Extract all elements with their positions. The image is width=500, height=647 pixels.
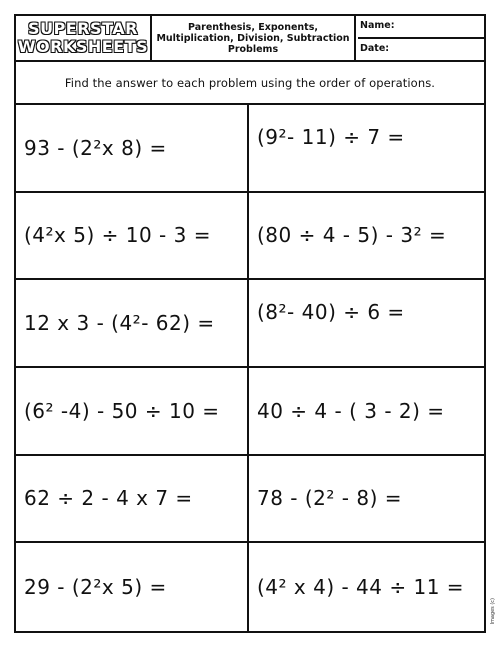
logo-line-1: SUPERSTAR: [28, 19, 138, 38]
problem-5[interactable]: 12 x 3 - (4²- 62) =: [16, 280, 249, 368]
image-credit: Images (c): [490, 598, 496, 625]
name-date-box: [358, 16, 484, 60]
problem-3[interactable]: (4²x 5) ÷ 10 - 3 =: [16, 193, 249, 281]
problem-4[interactable]: (80 ÷ 4 - 5) - 3² =: [249, 193, 484, 281]
problem-2[interactable]: (9²- 11) ÷ 7 =: [249, 105, 484, 193]
problem-12[interactable]: (4² x 4) - 44 ÷ 11 =: [257, 575, 465, 600]
problem-6[interactable]: (8²- 40) ÷ 6 =: [249, 280, 484, 368]
worksheet: [14, 14, 486, 633]
problem-1[interactable]: 93 - (2²x 8) =: [16, 105, 249, 193]
problem-grid: [16, 105, 484, 631]
problem-7[interactable]: (6² -4) - 50 ÷ 10 =: [16, 368, 249, 456]
instruction-text: Find the answer to each problem using the order of operations.: [16, 62, 484, 105]
name-field[interactable]: Name:: [358, 16, 484, 39]
worksheet-header: [16, 16, 484, 62]
problem-8[interactable]: 40 ÷ 4 - ( 3 - 2) =: [249, 368, 484, 456]
problem-9[interactable]: 62 ÷ 2 - 4 x 7 =: [16, 456, 249, 544]
logo-line-2: WORKSHEETS: [17, 37, 149, 56]
worksheet-title: Parenthesis, Exponents, Multiplication, Division, Subtraction Problems: [156, 21, 350, 55]
problem-11[interactable]: 29 - (2²x 5) =: [16, 543, 249, 631]
problem-10[interactable]: 78 - (2² - 8) =: [249, 456, 484, 544]
date-field[interactable]: Date:: [360, 43, 390, 54]
title-box: [150, 16, 356, 60]
superstar-worksheets-logo: [18, 18, 148, 58]
